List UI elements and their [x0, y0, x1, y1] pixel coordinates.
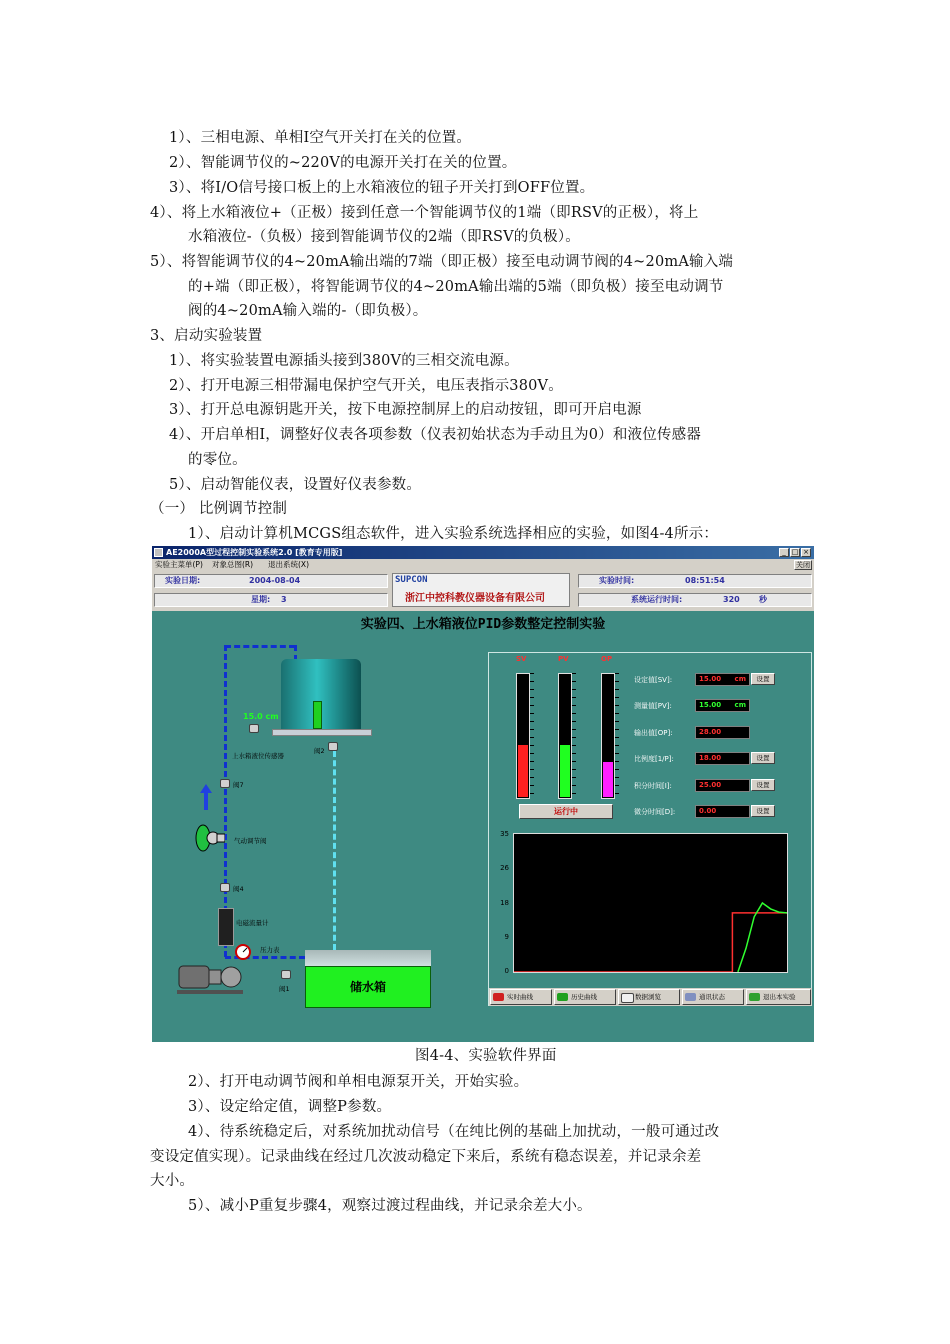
- figure-caption: 图4-4、实验软件界面: [415, 1048, 557, 1064]
- pipe: [333, 751, 336, 950]
- set-button[interactable]: 设置: [751, 673, 775, 685]
- level-readout: 15.0 cm: [243, 712, 279, 721]
- param-unit: cm: [734, 675, 746, 683]
- run-time-label: 系统运行时间:: [631, 595, 683, 604]
- valve7-label: 阀7: [233, 781, 244, 789]
- text-line: 2）、打开电源三相带漏电保护空气开关，电压表指示380V。: [169, 378, 563, 394]
- param-label: 积分时间[I]:: [634, 782, 672, 790]
- motor-valve-icon[interactable]: [195, 824, 225, 852]
- sv-bar-fill: [518, 745, 528, 797]
- bar-scale: [615, 673, 619, 799]
- chart-plot-area: [513, 833, 788, 973]
- run-time-box: [578, 593, 812, 607]
- y-tick-label: 18: [500, 899, 509, 907]
- param-label: 测量值[PV]:: [634, 702, 672, 710]
- param-value: 18.00: [699, 754, 722, 762]
- pressure-gauge-icon: [235, 944, 251, 960]
- valve-icon[interactable]: [220, 883, 230, 892]
- param-label: 微分时间[D]:: [634, 808, 676, 816]
- pv-bar-fill: [560, 745, 570, 797]
- flowmeter-icon: [218, 908, 234, 946]
- text-line: 3）、将I/O信号接口板上的上水箱液位的钮子开关打到OFF位置。: [169, 180, 595, 196]
- y-tick-label: 9: [504, 933, 509, 941]
- set-button[interactable]: 设置: [751, 805, 775, 817]
- y-tick-label: 0: [504, 967, 509, 975]
- param-value: 0.00: [699, 807, 717, 815]
- menu-item-main[interactable]: 实验主菜单(P): [155, 560, 203, 569]
- bottom-toolbar: [489, 988, 812, 1006]
- chart-series-line: [514, 913, 787, 972]
- bar-scale: [530, 673, 534, 799]
- op-bar: [601, 673, 615, 799]
- text-line: 1）、将实验装置电源插头接到380V的三相交流电源。: [169, 353, 519, 369]
- text-line: 阀的4~20mA输入端的-（即负极）。: [188, 303, 428, 319]
- close-button[interactable]: 关闭: [796, 561, 810, 569]
- y-tick-label: 26: [500, 864, 509, 872]
- param-label: 比例度[1/P]:: [634, 755, 674, 763]
- section-heading: 3、启动实验装置: [150, 328, 263, 344]
- storage-tank-top: [305, 950, 431, 966]
- realtime-curve-button[interactable]: [490, 989, 552, 1005]
- toolbar-label: 数据浏览: [635, 993, 661, 1001]
- run-time-unit: 秒: [759, 595, 767, 604]
- company-name: 浙江中控科教仪器设备有限公司: [405, 593, 545, 604]
- exit-icon: [749, 993, 760, 1001]
- valve-icon[interactable]: [281, 970, 291, 979]
- bar-label: SV: [516, 655, 527, 663]
- toolbar-label: 退出本实验: [763, 993, 796, 1001]
- exp-time-box: [578, 574, 812, 588]
- pv-bar: [558, 673, 572, 799]
- text-line: 4）、待系统稳定后，对系统加扰动信号（在纯比例的基础上加扰动，一般可通过改: [188, 1124, 720, 1140]
- y-tick-label: 35: [500, 830, 509, 838]
- text-line: 变设定值实现）。记录曲线在经过几次波动稳定下来后，系统有稳态误差，并记录余差: [150, 1149, 702, 1165]
- menu-item-exit[interactable]: 退出系统(X): [268, 560, 309, 569]
- document-icon: [621, 993, 634, 1003]
- text-line: 4）、将上水箱液位+（正极）接到任意一个智能调节仪的1端（即RSV的正极），将上: [150, 205, 699, 221]
- exp-date-box: [154, 574, 388, 588]
- text-line: 3）、打开总电源钥匙开关，按下电源控制屏上的启动按钮，即可开启电源: [169, 402, 642, 418]
- sensor-icon: [249, 724, 259, 733]
- run-time-value: 320: [723, 595, 740, 604]
- text-line: 大小。: [150, 1173, 195, 1189]
- valve-icon[interactable]: [220, 779, 230, 788]
- toolbar-label: 历史曲线: [571, 993, 597, 1001]
- param-value-field[interactable]: [695, 726, 750, 739]
- chart-svg: [514, 834, 787, 972]
- sensor-label: 上水箱液位传感器: [232, 752, 284, 760]
- experiment-title: 实验四、上水箱液位PID参数整定控制实验: [360, 617, 606, 632]
- param-value-field[interactable]: [695, 752, 750, 765]
- param-value: 28.00: [699, 728, 722, 736]
- text-line: 1）、三相电源、单相Ⅰ空气开关打在关的位置。: [169, 130, 472, 146]
- valve4-label: 阀4: [233, 885, 244, 893]
- motor-valve-label: 气动调节阀: [234, 837, 267, 845]
- menubar: [152, 559, 814, 571]
- text-line: 2）、智能调节仪的~220V的电源开关打在关的位置。: [169, 155, 517, 171]
- exp-date-label: 实验日期:: [165, 576, 201, 585]
- bar-label: OP: [601, 655, 613, 663]
- curve-icon: [493, 993, 504, 1001]
- text-line: 2）、打开电动调节阀和单相电源泵开关，开始实验。: [188, 1074, 529, 1090]
- valve1-label: 阀1: [279, 985, 290, 993]
- text-line: 5）、启动智能仪表，设置好仪表参数。: [169, 477, 422, 493]
- text-line: 的+端（即正极），将智能调节仪的4~20mA输出端的5端（即负极）接至电动调节: [188, 279, 724, 295]
- menu-item-overview[interactable]: 对象总图(R): [212, 560, 254, 569]
- toolbar-label: 实时曲线: [507, 993, 533, 1001]
- exp-time-label: 实验时间:: [599, 576, 635, 585]
- exit-experiment-button[interactable]: [746, 989, 811, 1005]
- subsection-heading: （一） 比例调节控制: [150, 501, 288, 517]
- software-screenshot: [152, 546, 814, 1042]
- param-unit: cm: [734, 701, 746, 709]
- op-bar-fill: [603, 762, 613, 797]
- param-value-field[interactable]: [695, 699, 750, 712]
- close-icon[interactable]: ×: [801, 548, 811, 557]
- weekday-label: 星期:: [251, 595, 271, 604]
- flow-arrow-icon: [200, 784, 212, 810]
- text-line: 4）、开启单相Ⅰ，调整好仪表各项参数（仪表初始状态为手动且为0）和液位传感器: [169, 427, 702, 443]
- tank-level-indicator: [313, 701, 322, 729]
- tank-base: [272, 729, 372, 736]
- history-curve-button[interactable]: [554, 989, 616, 1005]
- param-value: 25.00: [699, 781, 722, 789]
- param-label: 输出值[OP]:: [634, 729, 673, 737]
- set-button[interactable]: 设置: [751, 779, 775, 791]
- text-line: 5）、减小P重复步骤4，观察过渡过程曲线，并记录余差大小。: [188, 1198, 592, 1214]
- realtime-chart: [489, 829, 812, 977]
- run-status-button[interactable]: 运行中: [519, 804, 613, 819]
- data-browse-button[interactable]: [618, 989, 680, 1005]
- history-icon: [557, 993, 568, 1001]
- param-value: 15.00: [699, 675, 722, 683]
- text-line: 水箱液位-（负极）接到智能调节仪的2端（即RSV的负极）。: [188, 229, 580, 245]
- minimize-icon[interactable]: _: [779, 548, 789, 557]
- flowmeter-label: 电磁流量计: [236, 919, 269, 927]
- set-button[interactable]: 设置: [751, 752, 775, 764]
- text-line: 3）、设定给定值，调整P参数。: [188, 1099, 392, 1115]
- pump-icon[interactable]: [177, 960, 247, 996]
- exp-time-value: 08:51:54: [685, 576, 725, 585]
- exp-date-value: 2004-08-04: [249, 576, 301, 585]
- toolbar-label: 通讯状态: [699, 993, 725, 1001]
- text-line: 1）、启动计算机MCGS组态软件，进入实验系统选择相应的实验，如图4-4所示：: [188, 526, 719, 542]
- sv-bar: [516, 673, 530, 799]
- bar-scale: [572, 673, 576, 799]
- param-value: 15.00: [699, 701, 722, 709]
- param-value-field[interactable]: [695, 779, 750, 792]
- window-title: AE2000A型过程控制实验系统2.0 [教育专用版]: [166, 548, 343, 557]
- weekday-box: [154, 593, 388, 607]
- valve-icon[interactable]: [328, 742, 338, 751]
- valve2-label: 阀2: [314, 747, 325, 755]
- text-line: 5）、将智能调节仪的4~20mA输出端的7端（即正极）接至电动调节阀的4~20mA输入端: [150, 254, 734, 270]
- storage-tank: 储水箱: [305, 966, 431, 1008]
- maximize-icon[interactable]: □: [791, 548, 799, 556]
- app-icon: [154, 548, 163, 557]
- param-value-field[interactable]: [695, 673, 750, 686]
- pipe: [225, 645, 295, 648]
- network-icon: [685, 993, 696, 1001]
- text-line: 的零位。: [188, 452, 247, 468]
- brand-logo: SUPCON: [395, 575, 428, 585]
- weekday-value: 3: [281, 595, 287, 604]
- comm-status-button[interactable]: [682, 989, 744, 1005]
- company-banner: [392, 573, 570, 607]
- param-label: 设定值[SV]:: [634, 676, 673, 684]
- bar-label: PV: [558, 655, 569, 663]
- param-value-field[interactable]: [695, 805, 750, 818]
- gauge-label: 压力表: [260, 946, 280, 954]
- window-titlebar: [152, 546, 814, 559]
